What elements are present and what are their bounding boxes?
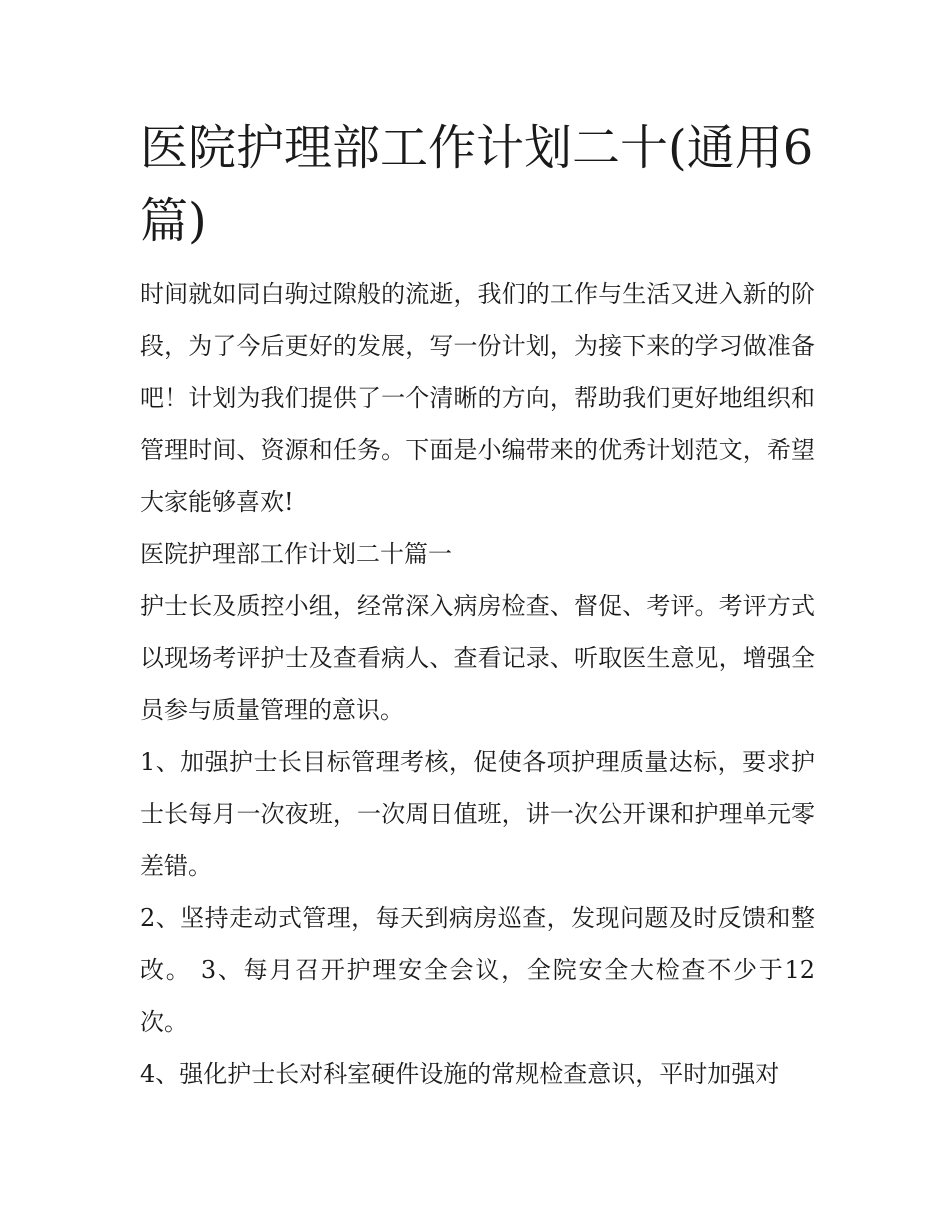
- body-paragraph: 4、强化护士长对科室硬件设施的常规检查意识，平时加强对: [140, 1060, 780, 1088]
- intro-paragraph: 时间就如同白驹过隙般的流逝，我们的工作与生活又进入新的阶段，为了今后更好的发展，写一份计划，为接下来的学习做准备吧！计划为我们提供了一个清晰的方向，帮助我们更好地组织和管理时间、资源和任务。下面是小编带来的优秀计划范文，希望大家能够喜欢!: [140, 280, 815, 516]
- body-paragraph: 2、坚持走动式管理，每天到病房巡查，发现问题及时反馈和整改。 3、每月召开护理安全会议，全院安全大检查不少于12次。: [140, 904, 815, 1036]
- section-heading: 医院护理部工作计划二十篇一: [140, 540, 452, 568]
- document-title: 医院护理部工作计划二十(通用6篇): [140, 120, 814, 249]
- body-paragraph: 护士长及质控小组，经常深入病房检查、督促、考评。考评方式以现场考评护士及查看病人、查看记录、听取医生意见，增强全员参与质量管理的意识。: [140, 592, 815, 724]
- body-paragraph: 1、加强护士长目标管理考核，促使各项护理质量达标，要求护士长每月一次夜班，一次周日值班，讲一次公开课和护理单元零差错。: [140, 748, 815, 880]
- document-page: [140, 112, 815, 1100]
